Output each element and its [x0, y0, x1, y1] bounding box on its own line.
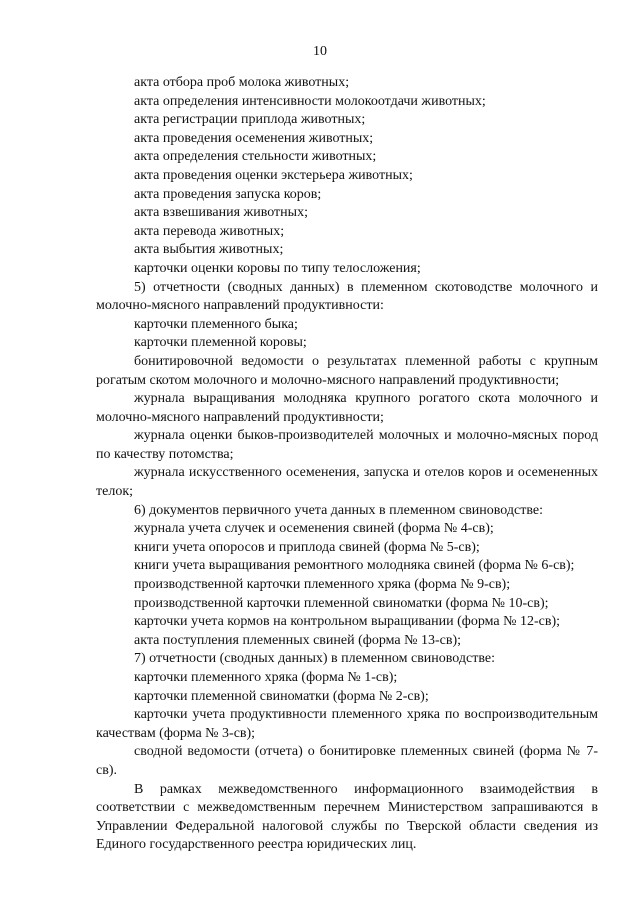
paragraph: карточки племенного хряка (форма № 1-св); [134, 670, 398, 685]
document-body [96, 74, 598, 855]
paragraph: журнала оценки быков-производителей молочных и молочно-мясных пород по качеству потомства; [96, 428, 598, 462]
paragraph: производственной карточки племенной свиноматки (форма № 10-св); [134, 595, 549, 611]
paragraph: карточки племенного быка; [134, 316, 298, 332]
paragraph: карточки племенной свиноматки (форма № 2-св); [134, 688, 429, 704]
paragraph: В рамках межведомственного информационного взаимодействия в соответствии с межведомственным перечнем Министерством запрашиваются в Управлении Федеральной налоговой службы по Тверской области сведения из Единого государственного реестра юридических лиц. [96, 781, 598, 853]
paragraph: 6) документов первичного учета данных в племенном свиноводстве: [134, 502, 543, 518]
paragraph: карточки племенной коровы; [134, 335, 307, 351]
paragraph: акта определения интенсивности молокоотдачи животных; [134, 93, 486, 109]
paragraph: бонитировочной ведомости о результатах племенной работы с крупным рогатым скотом молочного и молочно-мясного направлений продуктивности; [96, 353, 598, 388]
paragraph: акта проведения осеменения животных; [134, 130, 374, 146]
paragraph: карточки оценки коровы по типу телосложения; [134, 260, 421, 276]
paragraph: акта поступления племенных свиней (форма № 13-св); [134, 632, 462, 648]
paragraph: книги учета опоросов и приплода свиней (форма № 5-св); [134, 539, 480, 555]
paragraph: акта проведения оценки экстерьера животных; [134, 167, 413, 183]
paragraph: акта выбытия животных; [134, 242, 284, 258]
paragraph: сводной ведомости (отчета) о бонитировке племенных свиней (форма № 7-св). [96, 744, 598, 778]
paragraph: 5) отчетности (сводных данных) в племенном скотоводстве молочного и молочно-мясного направлений продуктивности: [96, 279, 598, 314]
paragraph: акта перевода животных; [134, 223, 285, 239]
paragraph: 7) отчетности (сводных данных) в племенном свиноводстве: [134, 651, 495, 667]
paragraph: акта определения стельности животных; [134, 149, 377, 165]
paragraph: производственной карточки племенного хряка (форма № 9-св); [134, 577, 511, 593]
paragraph: журнала выращивания молодняка крупного рогатого скота молочного и молочно-мясного направлений продуктивности; [96, 391, 598, 425]
paragraph: акта регистрации приплода животных; [134, 112, 366, 128]
paragraph: журнала искусственного осеменения, запуска и отелов коров и осемененных телок; [96, 465, 598, 500]
paragraph: акта взвешивания животных; [134, 205, 308, 221]
paragraph: карточки учета кормов на контрольном выращивании (форма № 12-св); [134, 614, 560, 630]
paragraph: акта проведения запуска коров; [134, 186, 322, 202]
page-number: 10 [313, 44, 327, 59]
paragraph: книги учета выращивания ремонтного молодняка свиней (форма № 6-св); [134, 558, 575, 574]
paragraph: акта отбора проб молока животных; [134, 75, 350, 90]
paragraph: журнала учета случек и осеменения свиней (форма № 4-св); [134, 521, 494, 537]
paragraph: карточки учета продуктивности племенного хряка по воспроизводительным качествам (форма № 3-св); [96, 707, 598, 741]
